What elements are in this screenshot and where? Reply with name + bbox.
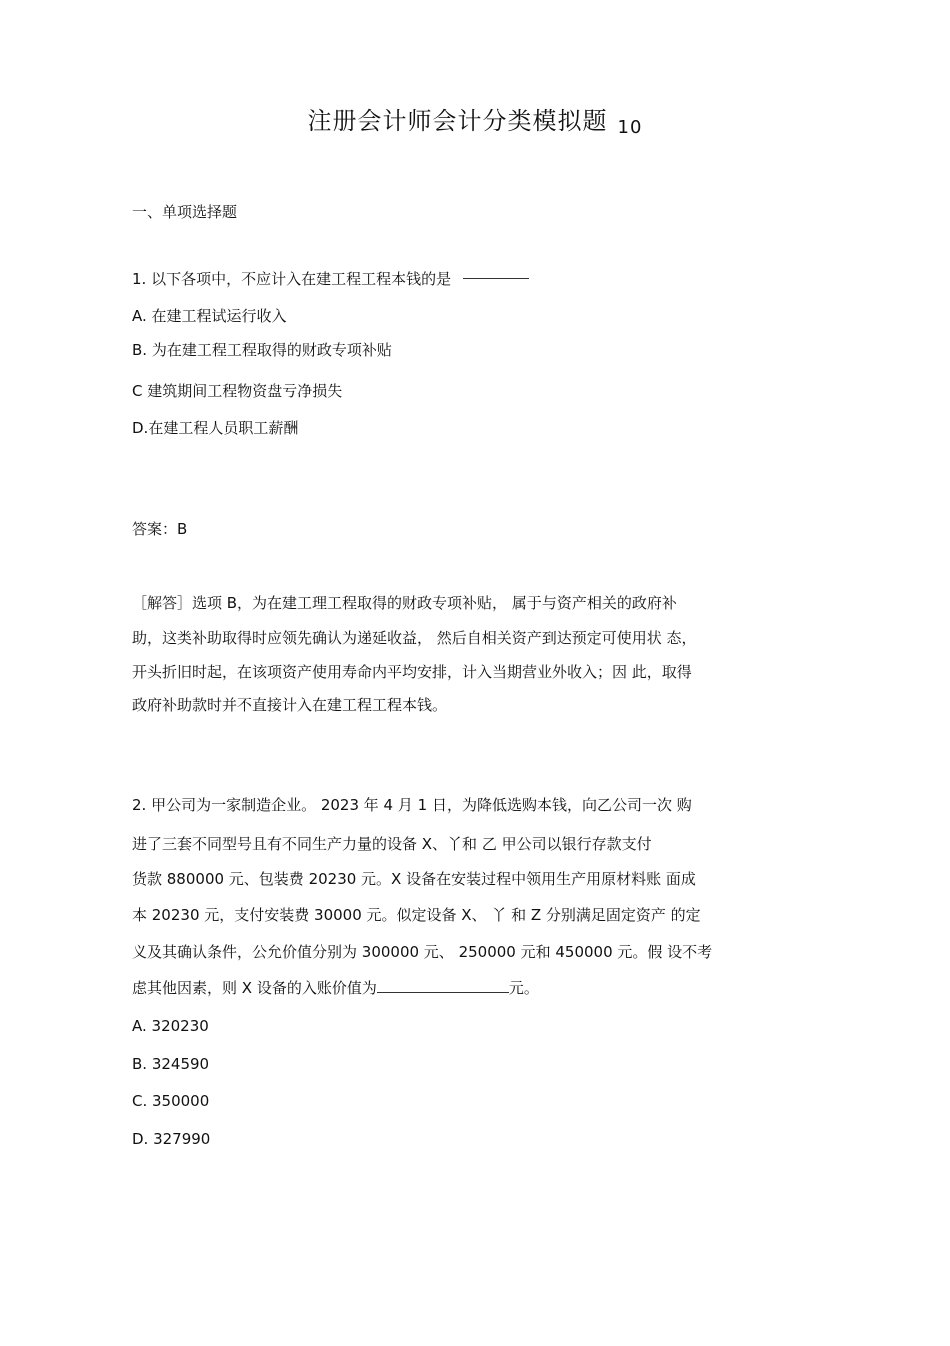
- q1-answer: 答案：B: [132, 520, 188, 538]
- q2-option-c: C. 350000: [132, 1092, 210, 1110]
- q2-answer-blank: [377, 978, 509, 993]
- page-title: [0, 101, 950, 136]
- section-heading: 一、单项选择题: [132, 203, 238, 221]
- q2-stem-line: 货款 880000 元、包装费 20230 元。X 设备在安装过程中领用生产用原材料账 面成: [132, 870, 696, 888]
- q1-option-c: C 建筑期间工程物资盘亏净损失: [132, 382, 343, 400]
- q1-stem-text: 1. 以下各项中，不应计入在建工程工程本钱的是: [132, 270, 452, 288]
- q2-stem-last-suffix: 元。: [508, 979, 539, 997]
- q2-option-a: A. 320230: [132, 1017, 209, 1035]
- q1-option-d: D.在建工程人员职工薪酬: [132, 419, 299, 437]
- q1-analysis-line: 开头折旧时起，在该项资产使用寿命内平均安排，计入当期营业外收入；因 此，取得: [132, 663, 692, 681]
- q2-stem-line: 2. 甲公司为一家制造企业。 2023 年 4 月 1 日，为降低选购本钱，向乙公司一次 购: [132, 796, 692, 814]
- q2-stem-last-line: [132, 978, 539, 998]
- q2-stem-line: 进了三套不同型号且有不同生产力量的设备 X、丫和 乙 甲公司以银行存款支付: [132, 835, 652, 853]
- q1-answer-blank: [463, 278, 529, 279]
- q1-stem: [132, 269, 529, 289]
- q2-option-b: B. 324590: [132, 1055, 210, 1073]
- q2-stem-last-prefix: 虑其他因素，则 X 设备的入账价值为: [132, 979, 377, 997]
- q1-analysis-line: 助，这类补助取得时应领先确认为递延收益， 然后自相关资产到达预定可使用状 态，: [132, 629, 697, 647]
- q1-analysis-line: 政府补助款时并不直接计入在建工程工程本钱。: [132, 696, 448, 714]
- q1-option-b: B. 为在建工程工程取得的财政专项补贴: [132, 341, 392, 359]
- q1-analysis-line: ［解答］选项 B，为在建工理工程取得的财政专项补贴， 属于与资产相关的政府补: [132, 594, 677, 612]
- q1-option-a: A. 在建工程试运行收入: [132, 307, 287, 325]
- q2-stem-line: 义及其确认条件，公允价值分别为 300000 元、 250000 元和 450000 元。假 设不考: [132, 943, 713, 961]
- title-main: 注册会计师会计分类模拟题: [307, 107, 608, 135]
- q2-option-d: D. 327990: [132, 1130, 211, 1148]
- q2-stem-line: 本 20230 元，支付安装费 30000 元。似定设备 X、 丫 和 Z 分别满足固定资产 的定: [132, 906, 701, 924]
- title-number: 10: [617, 117, 643, 138]
